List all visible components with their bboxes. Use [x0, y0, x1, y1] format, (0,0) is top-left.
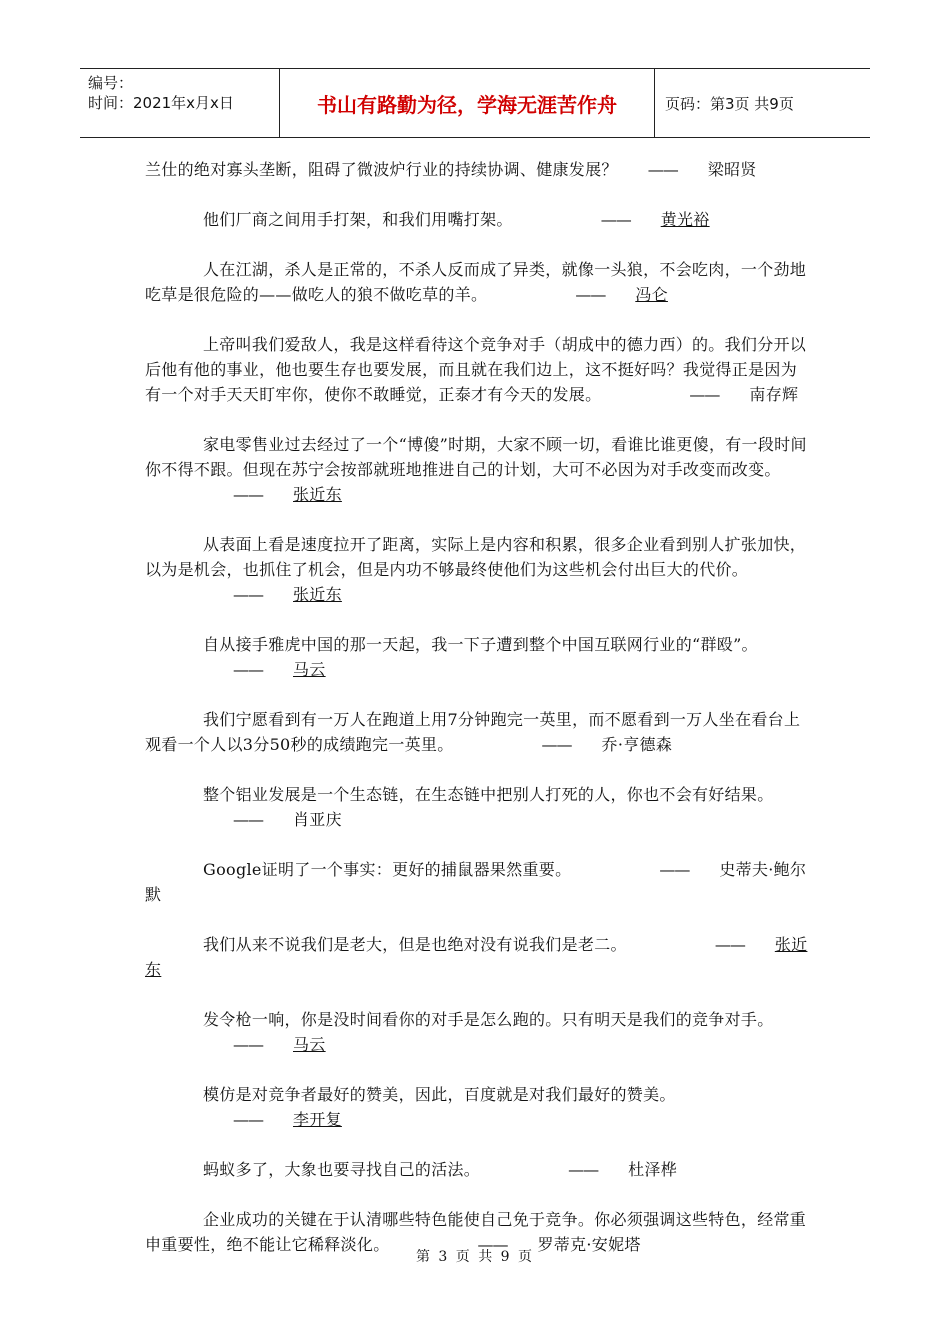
quote-text: 自从接手雅虎中国的那一天起，我一下子遭到整个中国互联网行业的“群殴”。: [203, 635, 758, 654]
author-link[interactable]: 李开复: [293, 1110, 342, 1129]
quote-paragraph: [145, 432, 810, 507]
number-label: 编号：: [88, 74, 134, 92]
quote-text: 从表面上看是速度拉开了距离，实际上是内容和积累，很多企业看到别人扩张加快，以为是机会，也抓住了机会，但是内功不够最终使他们为这些机会付出巨大的代价。: [145, 535, 807, 579]
quote-text: 发令枪一响，你是没时间看你的对手是怎么跑的。只有明天是我们的竞争对手。: [203, 1010, 774, 1029]
header-motto: 书山有路勤为径，学海无涯苦作舟: [280, 69, 655, 137]
quote-paragraph: [145, 632, 810, 682]
quote-text: 模仿是对竞争者最好的赞美，因此，百度就是对我们最好的赞美。: [203, 1085, 676, 1104]
attribution-dash: ——: [233, 810, 263, 829]
attribution-dash: ——: [233, 1110, 263, 1129]
attribution-dash: ——: [233, 485, 263, 504]
author-link[interactable]: 黄光裕: [660, 210, 710, 229]
quote-text: 企业成功的关键在于认清哪些特色能使自己免于竞争。你必须强调这些特色，经常重申重要性，绝不能让它稀释淡化。: [145, 1210, 807, 1254]
attribution-dash: ——: [714, 935, 745, 954]
quote-paragraph: [145, 857, 810, 907]
attribution-dash: ——: [233, 585, 263, 604]
quote-paragraph: [145, 932, 810, 982]
quote-text: 家电零售业过去经过了一个“博傻”时期，大家不顾一切，看谁比谁更傻，有一段时间你不得不跟。但现在苏宁会按部就班地推进自己的计划，大可不必因为对手改变而改变。: [145, 435, 807, 479]
quote-text: 上帝叫我们爱敌人，我是这样看待这个竞争对手（胡成中的德力西）的。我们分开以后他有他的事业，他也要生存也要发展，而且就在我们边上，这不挺好吗？我觉得正是因为有一个对手天天盯牢你，使你不敢睡觉，正泰才有今天的发展。: [145, 335, 807, 404]
quote-paragraph: [145, 332, 810, 407]
quote-paragraph: [145, 1007, 810, 1057]
attribution-dash: ——: [541, 735, 572, 754]
quote-text: 整个铝业发展是一个生态链，在生态链中把别人打死的人，你也不会有好结果。: [203, 785, 774, 804]
attribution-dash: ——: [689, 385, 720, 404]
page-footer: 第 3 页 共 9 页: [415, 1249, 535, 1265]
quote-paragraph: [145, 782, 810, 832]
author-link[interactable]: 张近东: [293, 485, 342, 504]
quote-paragraph: [145, 207, 810, 232]
quote-text: Google证明了一个事实：更好的捕鼠器果然重要。: [203, 860, 572, 879]
attribution-dash: ——: [568, 1160, 599, 1179]
attribution-dash: ——: [647, 160, 678, 179]
quote-text: 他们厂商之间用手打架，和我们用嘴打架。: [203, 210, 513, 229]
quote-text: 我们宁愿看到有一万人在跑道上用7分钟跑完一英里，而不愿看到一万人坐在看台上观看一个人以3分50秒的成绩跑完一英里。: [145, 710, 801, 754]
author-link[interactable]: 马云: [293, 660, 326, 679]
author-name: 南存辉: [749, 385, 799, 404]
author-name: 史蒂夫·鲍尔默: [145, 860, 807, 904]
author-name: 乔·亨德森: [601, 735, 673, 754]
quote-paragraph: [145, 707, 810, 757]
quote-paragraph: [145, 257, 810, 307]
author-name: 肖亚庆: [293, 810, 342, 829]
header-page-label: 页码：第3页 共9页: [665, 94, 794, 113]
author-link[interactable]: 冯仑: [635, 285, 668, 304]
author-link[interactable]: 张近东: [293, 585, 342, 604]
quote-list: [145, 157, 810, 1282]
quote-paragraph: [145, 157, 810, 182]
attribution-dash: ——: [233, 1035, 263, 1054]
quote-text: 兰仕的绝对寡头垄断，阻碍了微波炉行业的持续协调、健康发展？: [145, 160, 618, 179]
author-link[interactable]: 马云: [293, 1035, 326, 1054]
author-name: 梁昭贤: [707, 160, 757, 179]
attribution-dash: ——: [233, 660, 263, 679]
author-link[interactable]: 张近东: [145, 935, 808, 979]
quote-text: 我们从来不说我们是老大，但是也绝对没有说我们是老二。: [203, 935, 627, 954]
attribution-dash: ——: [600, 210, 631, 229]
attribution-dash: ——: [477, 1235, 508, 1254]
author-name: 杜泽桦: [628, 1160, 678, 1179]
attribution-dash: ——: [575, 285, 606, 304]
date-label: 时间：2021年x月x日: [88, 94, 234, 112]
header-meta: [80, 69, 280, 137]
quote-paragraph: [145, 532, 810, 607]
attribution-dash: ——: [659, 860, 690, 879]
quote-text: 蚂蚁多了，大象也要寻找自己的活法。: [203, 1160, 481, 1179]
author-name: 罗蒂克·安妮塔: [537, 1235, 641, 1254]
page-header: [80, 68, 870, 138]
quote-text: 人在江湖，杀人是正常的，不杀人反而成了异类，就像一头狼，不会吃肉，一个劲地吃草是很危险的——做吃人的狼不做吃草的羊。: [145, 260, 807, 304]
quote-paragraph: [145, 1157, 810, 1182]
quote-paragraph: [145, 1082, 810, 1132]
